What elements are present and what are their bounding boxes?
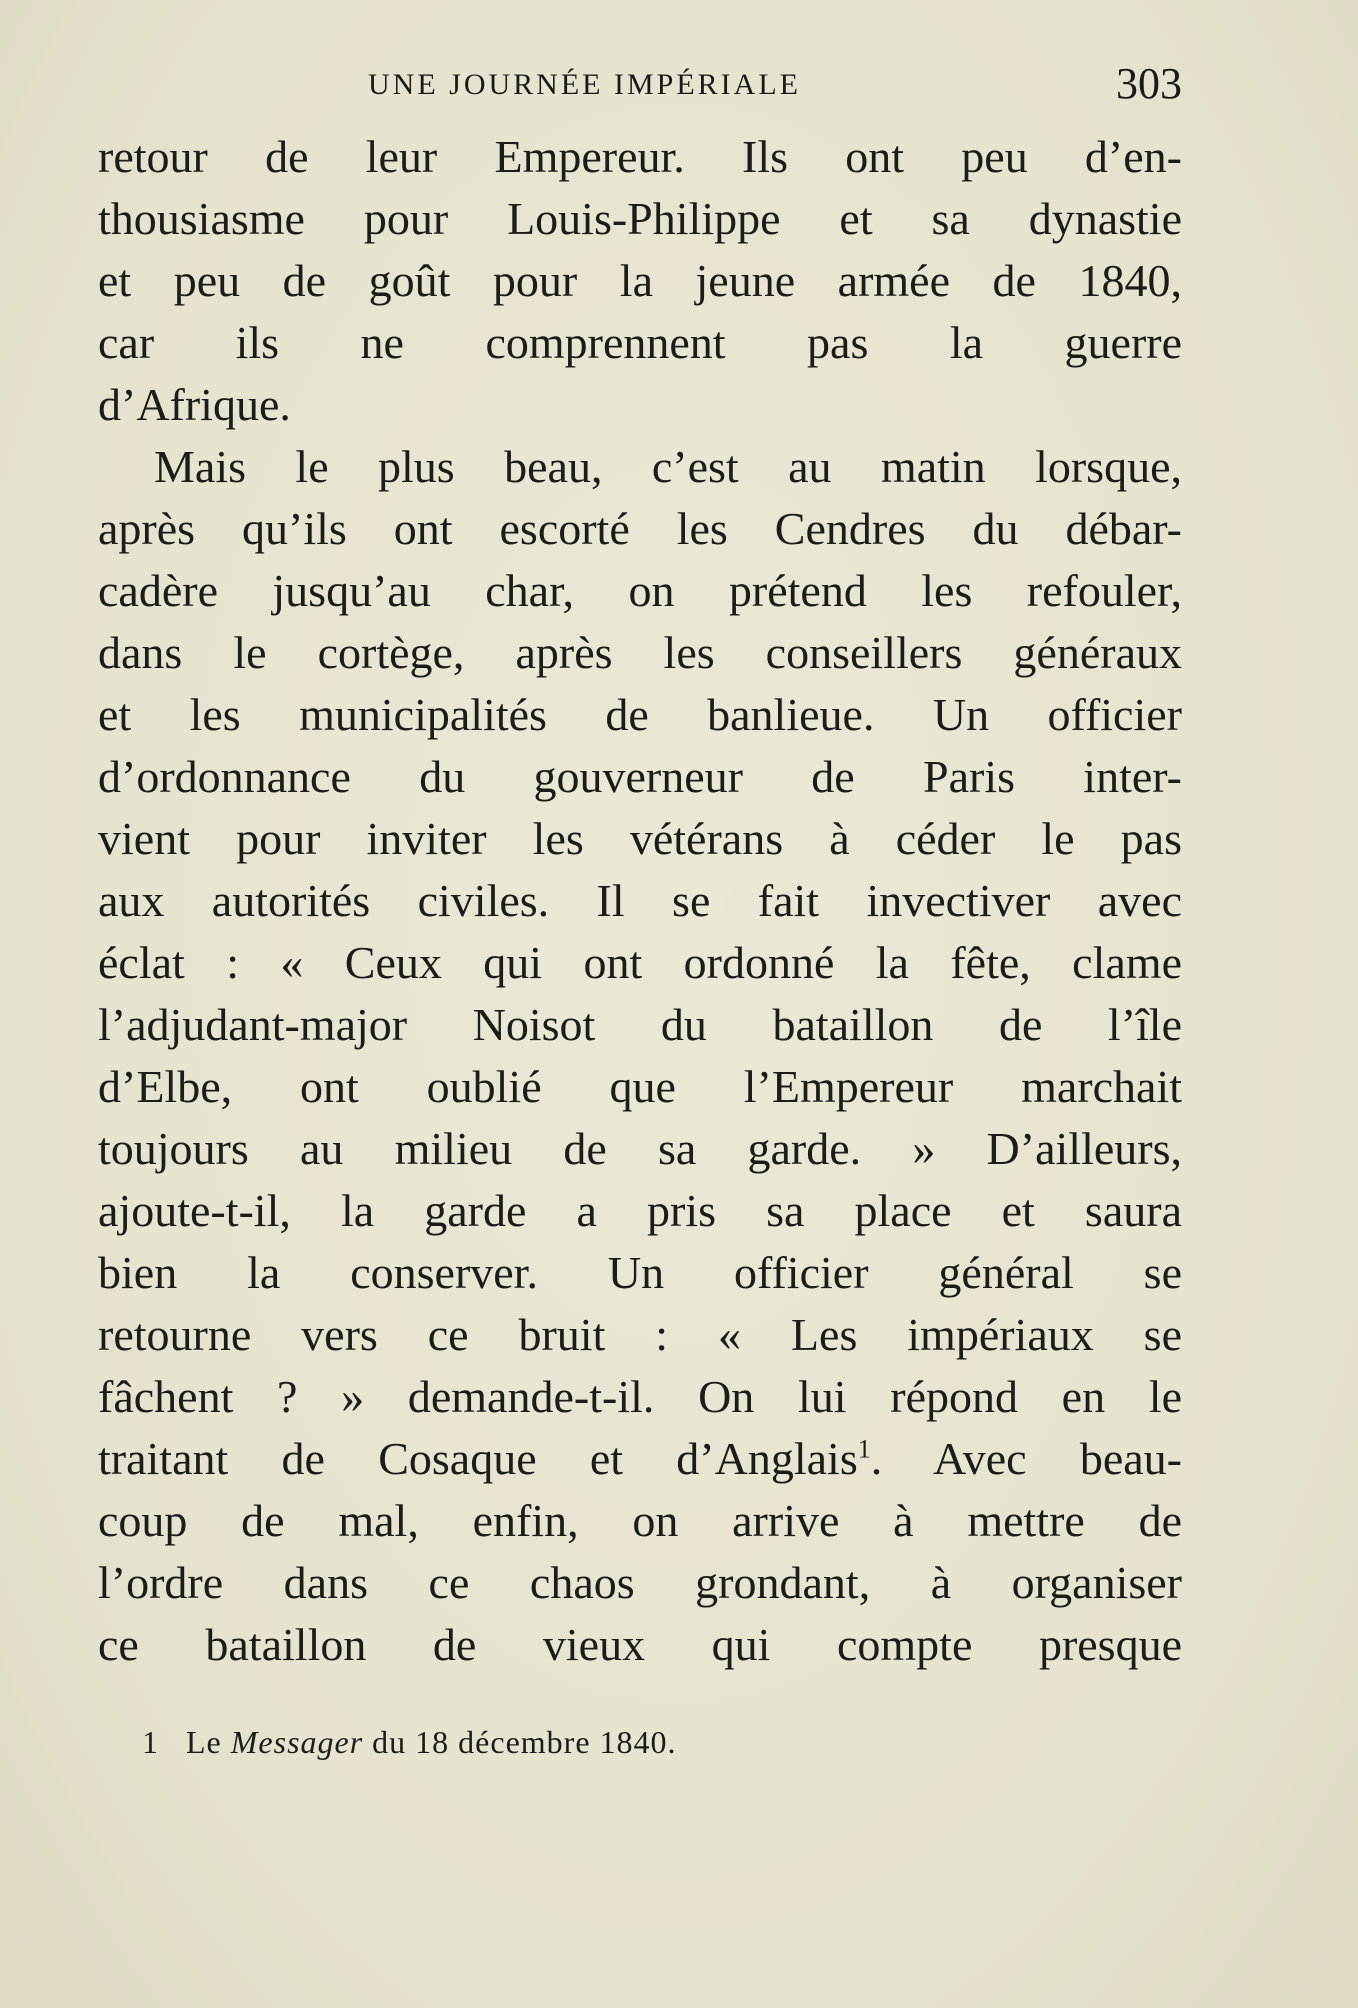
text-line: bien la conserver. Un officier général se [98, 1247, 1182, 1298]
text-line-with-footnote [98, 1428, 1182, 1490]
footnote-number: 1 [142, 1724, 159, 1760]
text-line: l’ordre dans ce chaos grondant, à organiser [98, 1557, 1182, 1608]
page-number: 303 [1116, 59, 1182, 108]
text-line: fâchent ? » demande-t-il. On lui répond en le [98, 1371, 1182, 1422]
text-line: éclat : « Ceux qui ont ordonné la fête, clame [98, 937, 1182, 988]
footnote [142, 1724, 677, 1761]
text-line: aux autorités civiles. Il se fait invectiver avec [98, 875, 1182, 926]
text-line: Mais le plus beau, c’est au matin lorsque, [154, 441, 1182, 492]
text-line: vient pour inviter les vétérans à céder le pas [98, 813, 1182, 864]
text-line: coup de mal, enfin, on arrive à mettre de [98, 1495, 1182, 1546]
text-line: cadère jusqu’au char, on prétend les refouler, [98, 565, 1182, 616]
body-text [98, 126, 1182, 1676]
text-line: et peu de goût pour la jeune armée de 1840, [98, 255, 1182, 306]
text-fragment: traitant de Cosaque et d’Anglais [98, 1433, 858, 1484]
footnote-marker: 1 [857, 1434, 871, 1464]
text-line: dans le cortège, après les conseillers généraux [98, 627, 1182, 678]
text-line: ce bataillon de vieux qui compte presque [98, 1619, 1182, 1670]
footnote-title: Messager [230, 1724, 364, 1760]
running-title: UNE JOURNÉE IMPÉRIALE [368, 68, 801, 101]
text-line: retourne vers ce bruit : « Les impériaux se [98, 1309, 1182, 1360]
text-line: d’Afrique. [98, 379, 291, 430]
text-line: retour de leur Empereur. Ils ont peu d’en- [98, 131, 1182, 182]
text-line: ajoute-t-il, la garde a pris sa place et saura [98, 1185, 1182, 1236]
text-line: d’Elbe, ont oublié que l’Empereur marchait [98, 1061, 1182, 1112]
text-line: l’adjudant-major Noisot du bataillon de l’île [98, 999, 1182, 1050]
footnote-prefix: Le [186, 1724, 222, 1760]
text-line: d’ordonnance du gouverneur de Paris inter- [98, 751, 1182, 802]
page-header [98, 59, 1182, 112]
text-line: thousiasme pour Louis-Philippe et sa dynastie [98, 193, 1182, 244]
text-fragment: . Avec beau- [870, 1433, 1182, 1484]
text-line: après qu’ils ont escorté les Cendres du débar- [98, 503, 1182, 554]
footnote-suffix: du 18 décembre 1840. [372, 1724, 677, 1760]
text-line: car ils ne comprennent pas la guerre [98, 317, 1182, 368]
text-line: toujours au milieu de sa garde. » D’ailleurs, [98, 1123, 1182, 1174]
text-line: et les municipalités de banlieue. Un officier [98, 689, 1182, 740]
